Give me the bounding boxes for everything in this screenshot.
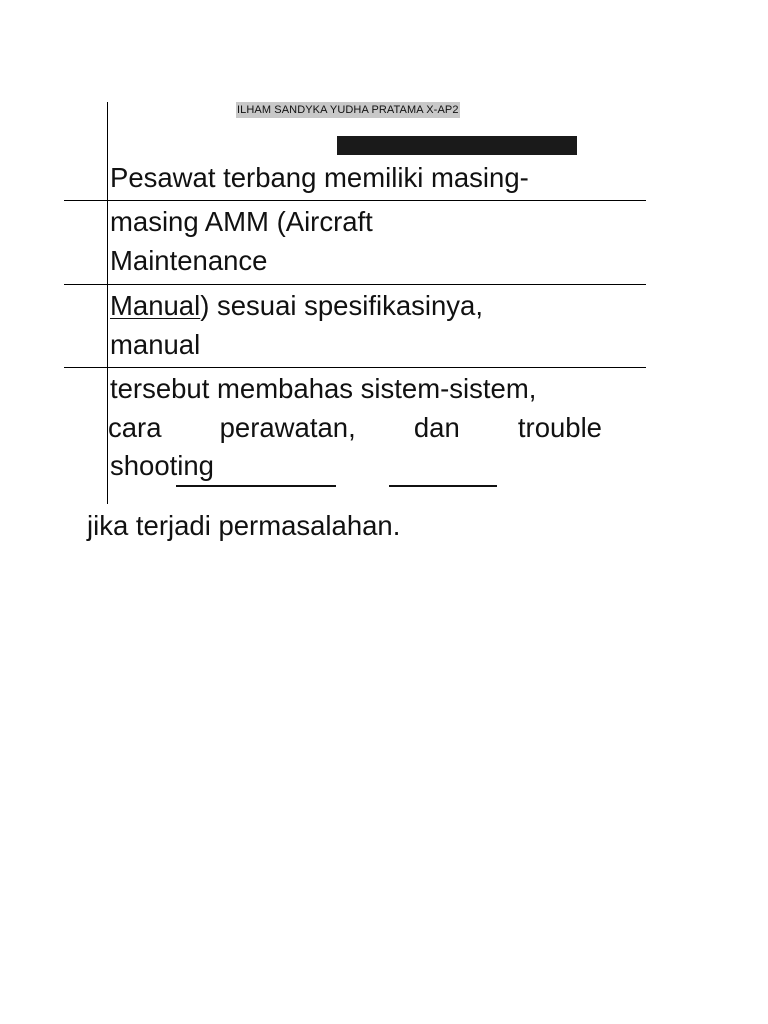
text-segment: ) sesuai spesifikasinya, xyxy=(200,290,483,321)
redaction-bar xyxy=(337,136,577,155)
author-label: ILHAM SANDYKA YUDHA PRATAMA X-AP2 xyxy=(237,104,459,116)
fill-in-blank-line xyxy=(176,485,336,487)
table-horizontal-rule xyxy=(64,200,646,201)
justified-text-line xyxy=(108,408,602,447)
word: trouble xyxy=(517,412,602,443)
table-horizontal-rule xyxy=(64,284,646,285)
underlined-word: Manual xyxy=(110,290,201,321)
text-line: masing AMM (Aircraft xyxy=(110,206,373,237)
text-line: Pesawat terbang memiliki masing- xyxy=(110,162,529,193)
word: cara xyxy=(108,412,162,443)
text-line: Maintenance xyxy=(110,245,268,276)
word: perawatan, xyxy=(219,412,356,443)
closing-text-line: jika terjadi permasalahan. xyxy=(87,510,401,541)
text-line: tersebut membahas sistem-sistem, xyxy=(110,373,537,404)
text-line: shooting xyxy=(110,450,214,481)
word: dan xyxy=(413,412,460,443)
table-horizontal-rule xyxy=(64,367,646,368)
text-line xyxy=(110,286,483,325)
fill-in-blank-line xyxy=(389,485,497,487)
text-line: manual xyxy=(110,329,201,360)
